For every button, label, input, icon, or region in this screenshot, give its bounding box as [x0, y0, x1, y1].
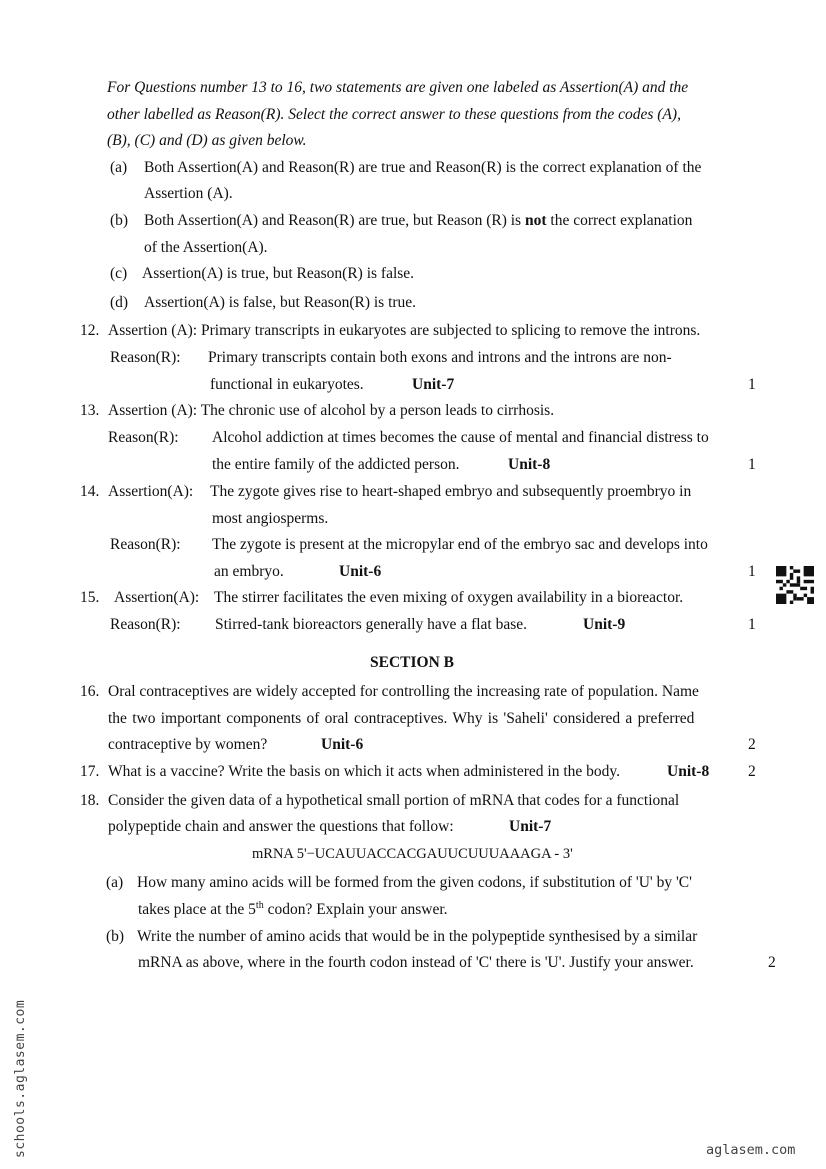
q13-marks: 1	[748, 456, 756, 473]
option-b-marker: (b)	[110, 212, 129, 229]
q16-line-1: Oral contraceptives are widely accepted for controlling the increasing rate of population. Name	[108, 683, 699, 700]
q15-unit: Unit-9	[583, 616, 626, 633]
q14-reason-line-1: The zygote is present at the micropylar end of the embryo sac and develops into	[212, 536, 708, 553]
q18-b-marker: (b)	[106, 928, 125, 945]
q14-marks: 1	[748, 563, 756, 580]
q18-line-1: Consider the given data of a hypothetical small portion of mRNA that codes for a functional	[108, 792, 680, 809]
q15-marks: 1	[748, 616, 756, 633]
option-b-line-1	[144, 212, 692, 230]
q14-number: 14.	[80, 483, 100, 500]
q18-a-marker: (a)	[106, 874, 124, 891]
q17-unit: Unit-8	[667, 763, 710, 780]
q13-unit: Unit-8	[508, 456, 551, 473]
option-c-text: Assertion(A) is true, but Reason(R) is false.	[142, 265, 415, 282]
instructions-line-3: (B), (C) and (D) as given below.	[107, 132, 307, 149]
q13-reason-label: Reason(R):	[108, 429, 179, 446]
q15-assertion-line-1: The stirrer facilitates the even mixing of oxygen availability in a bioreactor.	[214, 589, 684, 606]
q12-reason-line-2: functional in eukaryotes.	[210, 376, 364, 393]
q15-reason-label: Reason(R):	[110, 616, 181, 633]
q18-a-line-2	[138, 900, 448, 919]
q14-assertion-line-2: most angiosperms.	[212, 510, 329, 527]
q18-b-line-2: mRNA as above, where in the fourth codon instead of 'C' there is 'U'. Justify your answer.	[138, 954, 694, 971]
option-a-line-1: Both Assertion(A) and Reason(R) are true and Reason(R) is the correct explanation of the	[144, 159, 702, 176]
q18-a-line-2-pre: takes place at the 5	[138, 901, 256, 919]
q17-marks: 2	[748, 763, 756, 780]
q12-number: 12.	[80, 322, 100, 339]
q18-line-2: polypeptide chain and answer the questions that follow:	[108, 818, 454, 835]
q12-marks: 1	[748, 376, 756, 393]
q14-assertion-line-1: The zygote gives rise to heart-shaped embryo and subsequently proembryo in	[210, 483, 692, 500]
option-b-text-post: the correct explanation	[546, 212, 693, 229]
q13-number: 13.	[80, 402, 100, 419]
option-c-marker: (c)	[110, 265, 128, 282]
instructions-line-1: For Questions number 13 to 16, two statements are given one labeled as Assertion(A) and the	[107, 79, 689, 96]
q14-reason-line-2: an embryo.	[214, 563, 284, 580]
bottom-watermark: aglasem.com	[706, 1142, 796, 1158]
option-d-marker: (d)	[110, 294, 129, 311]
option-d-text: Assertion(A) is false, but Reason(R) is true.	[144, 294, 417, 311]
q18-unit: Unit-7	[509, 818, 552, 835]
option-b-line-2: of the Assertion(A).	[144, 239, 268, 256]
q12-reason-line-1: Primary transcripts contain both exons and introns and the introns are non-	[208, 349, 672, 366]
q12-reason-label: Reason(R):	[110, 349, 181, 366]
q13-assertion: Assertion (A): The chronic use of alcohol by a person leads to cirrhosis.	[108, 402, 555, 419]
option-b-text-pre: Both Assertion(A) and Reason(R) are true, but Reason (R) is	[144, 212, 525, 229]
q12-unit: Unit-7	[412, 376, 455, 393]
option-a-line-2: Assertion (A).	[144, 185, 233, 202]
side-watermark: schools.aglasem.com	[13, 999, 28, 1158]
q14-unit: Unit-6	[339, 563, 382, 580]
q18-marks: 2	[768, 954, 776, 971]
q12-assertion: Assertion (A): Primary transcripts in eukaryotes are subjected to splicing to remove the introns.	[108, 322, 701, 339]
q16-number: 16.	[80, 683, 100, 700]
q15-reason-line-1: Stirred-tank bioreactors generally have a flat base.	[215, 616, 528, 633]
instructions-line-2: other labelled as Reason(R). Select the correct answer to these questions from the codes (A),	[107, 106, 681, 123]
q16-line-3: contraceptive by women?	[108, 736, 268, 753]
q15-number: 15.	[80, 589, 100, 606]
q18-a-line-2-post: codon? Explain your answer.	[263, 901, 448, 919]
q18-mrna-sequence: mRNA 5'−UCAUUACCACGAUUCUUUAAAGA - 3'	[252, 846, 573, 862]
q18-number: 18.	[80, 792, 100, 809]
q13-reason-line-2: the entire family of the addicted person.	[212, 456, 460, 473]
q16-line-2: the two important components of oral contraceptives. Why is 'Saheli' considered a preferred	[108, 710, 695, 727]
q16-unit: Unit-6	[321, 736, 364, 753]
q14-reason-label: Reason(R):	[110, 536, 181, 553]
q15-assertion-label: Assertion(A):	[114, 589, 200, 606]
q17-line-1: What is a vaccine? Write the basis on which it acts when administered in the body.	[108, 763, 621, 780]
option-b-text-bold: not	[524, 212, 547, 229]
q13-reason-line-1: Alcohol addiction at times becomes the cause of mental and financial distress to	[212, 429, 709, 446]
q18-a-line-1: How many amino acids will be formed from the given codons, if substitution of 'U' by 'C'	[137, 874, 692, 891]
section-b-heading: SECTION B	[370, 654, 454, 671]
q14-assertion-label: Assertion(A):	[108, 483, 194, 500]
option-a-marker: (a)	[110, 159, 128, 176]
q16-marks: 2	[748, 736, 756, 753]
qr-code-icon	[776, 566, 814, 604]
q18-b-line-1: Write the number of amino acids that would be in the polypeptide synthesised by a similar	[137, 928, 698, 945]
q18-a-line-2-superscript: th	[255, 900, 264, 911]
q17-number: 17.	[80, 763, 100, 780]
